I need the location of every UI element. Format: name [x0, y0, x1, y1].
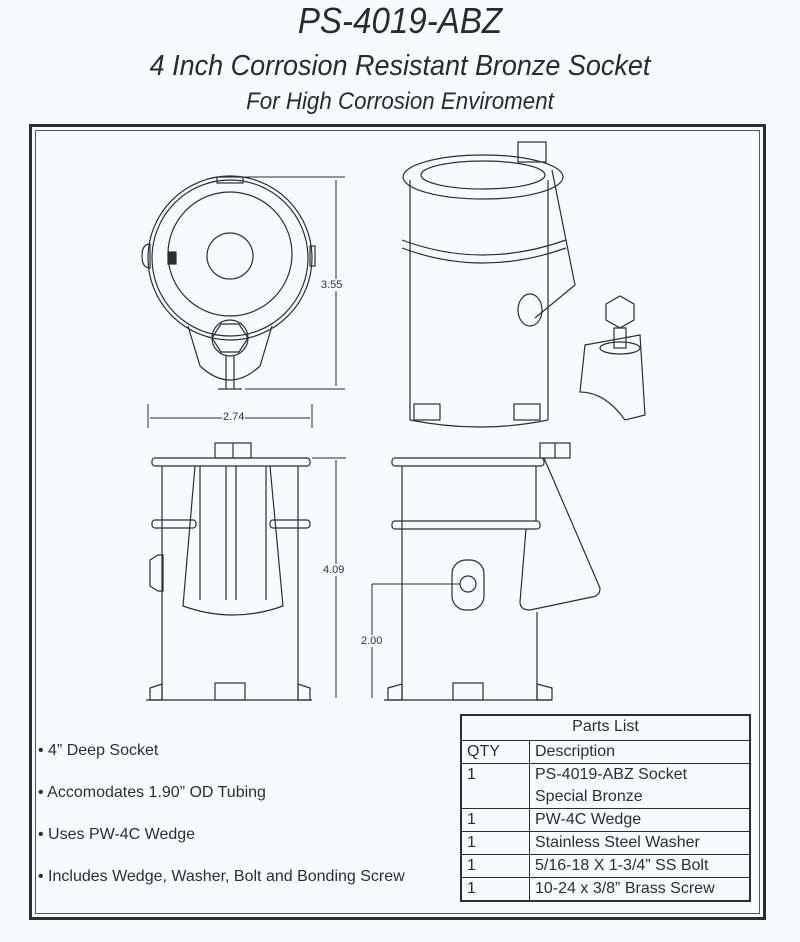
row-description	[530, 764, 751, 809]
row-qty: 1	[461, 764, 530, 809]
row-description: Stainless Steel Washer	[530, 832, 751, 855]
column-header-qty: QTY	[461, 741, 530, 764]
row-description: PW-4C Wedge	[530, 809, 751, 832]
dimension-lines-top	[148, 177, 345, 428]
feature-item: • 4” Deep Socket	[38, 742, 159, 759]
feature-item: • Includes Wedge, Washer, Bolt and Bonding Screw	[38, 868, 405, 885]
row-description: 10-24 x 3/8” Brass Screw	[530, 878, 751, 902]
table-row	[461, 878, 750, 902]
top-view	[142, 176, 315, 389]
row-description-line: Special Bronze	[535, 788, 643, 805]
parts-list-caption: Parts List	[461, 715, 750, 741]
row-qty: 1	[461, 809, 530, 832]
row-qty: 1	[461, 878, 530, 902]
dimension-width: 2.74	[223, 411, 245, 423]
row-qty: 1	[461, 832, 530, 855]
parts-list-table	[460, 714, 751, 902]
isometric-view	[402, 142, 575, 427]
side-view	[372, 443, 600, 700]
parts-list-header	[461, 741, 750, 764]
feature-item: • Uses PW-4C Wedge	[38, 826, 196, 843]
table-row	[461, 855, 750, 878]
row-description: 5/16-18 X 1-3/4” SS Bolt	[530, 855, 751, 878]
table-row	[461, 764, 750, 809]
row-description-line: PS-4019-ABZ Socket	[535, 766, 688, 783]
dimension-height-top: 3.55	[321, 279, 343, 291]
feature-list	[38, 740, 405, 908]
table-row	[461, 832, 750, 855]
product-subtitle: 4 Inch Corrosion Resistant Bronze Socket	[149, 50, 651, 82]
feature-item: • Accomodates 1.90” OD Tubing	[38, 784, 266, 801]
dimension-height-front: 4.09	[323, 564, 345, 576]
table-row	[461, 809, 750, 832]
front-view	[146, 443, 312, 700]
column-header-description: Description	[530, 741, 751, 764]
part-number-title: PS-4019-ABZ	[297, 0, 503, 41]
row-qty: 1	[461, 855, 530, 878]
product-tagline: For High Corrosion Enviroment	[246, 88, 554, 115]
wedge-bolt-detail	[580, 296, 645, 420]
dimension-lines-front	[312, 458, 372, 698]
dimension-screw-height: 2.00	[361, 635, 383, 647]
